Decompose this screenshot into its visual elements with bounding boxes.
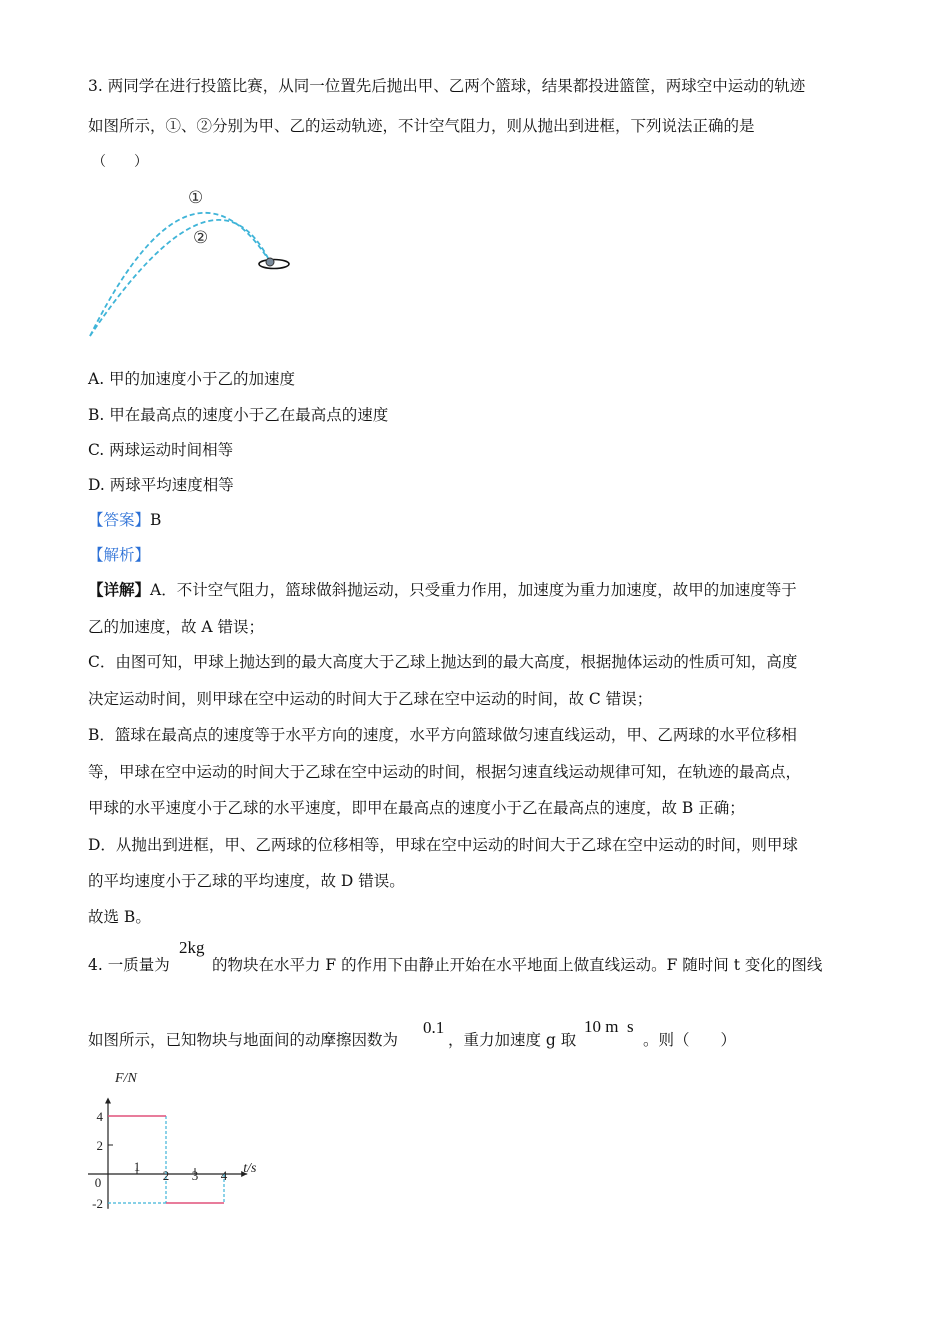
- answer-value: B: [150, 511, 162, 529]
- q4-line1-a: 4. 一质量为: [88, 956, 170, 974]
- detail-line7: 甲球的水平速度小于乙球的水平速度，即甲在最高点的速度小于乙在最高点的速度，故 B 正确；: [88, 799, 745, 817]
- q4-line1-b: 的物块在水平力 F 的作用下由静止开始在水平地面上做直线运动。F 随时间 t 变化的图线: [212, 956, 823, 974]
- option-c: C. 两球运动时间相等: [88, 441, 234, 459]
- detail-line3: C．由图可知，甲球上抛达到的最大高度大于乙球上抛达到的最大高度，根据抛体运动的性质可知，高度: [88, 653, 798, 671]
- q4-mass: 2kg: [179, 938, 205, 957]
- detail-line1: 【详解】A．不计空气阻力，篮球做斜抛运动，只受重力作用，加速度为重力加速度，故甲的加速度等于: [88, 580, 797, 599]
- trajectory-figure: [80, 170, 300, 345]
- tick-label-x: 1: [133, 1159, 141, 1174]
- trajectory-label-2: ②: [193, 228, 209, 248]
- q4-line2-a: 如图所示，已知物块与地面间的动摩擦因数为: [88, 1031, 399, 1049]
- detail-line9: 的平均速度小于乙球的平均速度，故 D 错误。: [88, 872, 405, 890]
- q4-g-value: 10 m s: [584, 1017, 634, 1036]
- y-axis-arrow: [105, 1098, 111, 1104]
- option-d: D. 两球平均速度相等: [88, 476, 234, 494]
- tick-label-y: 2: [96, 1138, 103, 1153]
- detail-line4: 决定运动时间，则甲球在空中运动的时间大于乙球在空中运动的时间，故 C 错误；: [88, 690, 653, 708]
- tick-label-y: -2: [92, 1196, 103, 1211]
- detail-line5: B．篮球在最高点的速度等于水平方向的速度，水平方向篮球做匀速直线运动，甲、乙两球的水平位移相: [88, 726, 797, 744]
- q4-mu: 0.1: [423, 1018, 445, 1037]
- q3-answer-paren: （ ）: [92, 154, 148, 170]
- tick-label-x: 4: [220, 1168, 228, 1183]
- q3-stem-line2: 如图所示，①、②分别为甲、乙的运动轨迹，不计空气阻力，则从抛出到进框，下列说法正确的是: [88, 117, 755, 135]
- analysis-tag: 【解析】: [88, 546, 151, 564]
- basketball: [266, 258, 274, 266]
- tick-label-x: 3: [191, 1168, 199, 1183]
- option-b: B. 甲在最高点的速度小于乙在最高点的速度: [88, 406, 389, 424]
- tick-label-x: 0: [94, 1175, 102, 1190]
- answer-line: [88, 510, 161, 530]
- q3-stem-line1: 3. 两同学在进行投篮比赛，从同一位置先后抛出甲、乙两个篮球，结果都投进篮筐，两球空中运动的轨迹: [88, 77, 806, 95]
- detail-tag: 【详解】: [88, 580, 151, 599]
- y-axis-label: F/N: [115, 1071, 137, 1086]
- force-time-chart: [80, 1068, 300, 1218]
- detail-line6: 等，甲球在空中运动的时间大于乙球在空中运动的时间，根据匀速直线运动规律可知，在轨迹的最高点，: [88, 763, 802, 781]
- q4-line2-b: ，重力加速度 g 取: [448, 1031, 577, 1049]
- q4-line2-c: 。则（ ）: [643, 1031, 737, 1049]
- option-a: A. 甲的加速度小于乙的加速度: [88, 370, 296, 388]
- trajectory-2: [90, 220, 270, 336]
- trajectory-label-1: ①: [188, 188, 204, 208]
- detail-line8: D．从抛出到进框，甲、乙两球的位移相等，甲球在空中运动的时间大于乙球在空中运动的时间，则甲球: [88, 836, 798, 854]
- detail-line2: 乙的加速度，故 A 错误；: [88, 618, 265, 636]
- tick-label-y: 4: [96, 1109, 103, 1124]
- x-axis-label: t/s: [243, 1161, 257, 1176]
- tick-label-x: 2: [162, 1168, 170, 1183]
- conclusion: 故选 B。: [88, 908, 151, 926]
- answer-tag: 【答案】: [88, 511, 151, 529]
- trajectory-1: [90, 213, 270, 336]
